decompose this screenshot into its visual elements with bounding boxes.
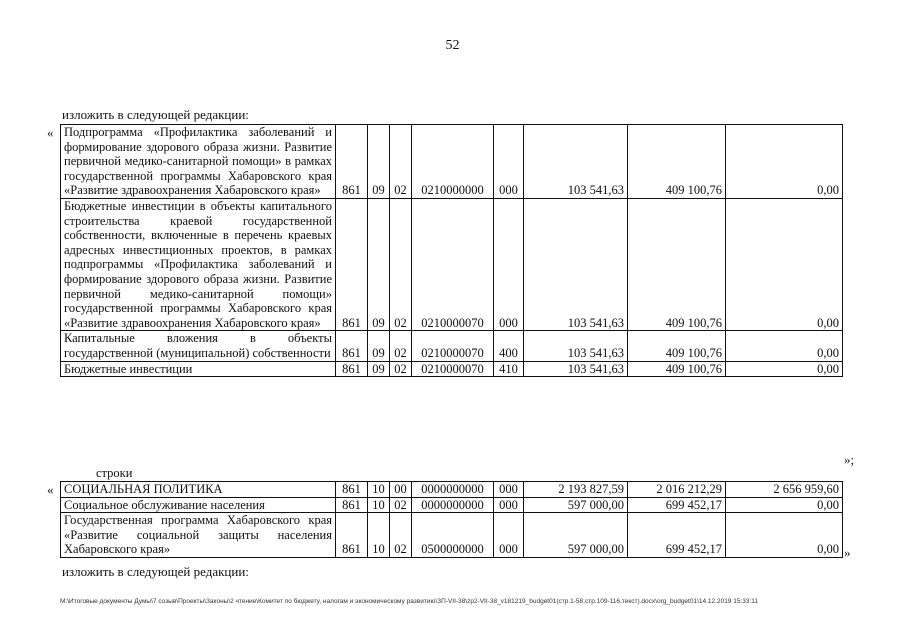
- subsection-code-cell: 02: [390, 497, 412, 513]
- budget-row: [61, 331, 843, 361]
- target-article-cell: 0210000070: [412, 331, 494, 361]
- row-name-cell: Социальное обслуживание населения: [61, 497, 336, 513]
- row-name-cell: Подпрограмма «Профилактика заболеваний и формирование здорового образа жизни. Развитие первичной медико-санитарной помощи» в рамках государственной программы Хабаровского края «Развитие здравоохранения Хабаровского края»: [61, 125, 336, 199]
- section-code-cell: 09: [368, 361, 390, 377]
- expense-type-cell: 400: [494, 331, 524, 361]
- amount-2019-cell: 103 541,63: [524, 125, 628, 199]
- expense-type-cell: 000: [494, 497, 524, 513]
- budget-row: [61, 513, 843, 558]
- amount-2019-cell: 103 541,63: [524, 198, 628, 330]
- opening-quote-1: «: [47, 125, 54, 140]
- amount-2020-cell: 409 100,76: [628, 361, 726, 377]
- subsection-code-cell: 02: [390, 125, 412, 199]
- closing-quote-1: »;: [844, 452, 855, 467]
- row-label-stroki: строки: [96, 466, 133, 480]
- page-number: 52: [445, 38, 460, 53]
- amount-2020-cell: 699 452,17: [628, 497, 726, 513]
- ministry-code-cell: 861: [336, 513, 368, 558]
- target-article-cell: 0000000000: [412, 497, 494, 513]
- target-article-cell: 0210000070: [412, 198, 494, 330]
- section-code-cell: 09: [368, 198, 390, 330]
- amount-2021-cell: 2 656 959,60: [726, 482, 843, 498]
- amount-2020-cell: 409 100,76: [628, 198, 726, 330]
- amount-2019-cell: 2 193 827,59: [524, 482, 628, 498]
- amount-2021-cell: 0,00: [726, 198, 843, 330]
- subsection-code-cell: 00: [390, 482, 412, 498]
- section-code-cell: 09: [368, 331, 390, 361]
- document-path-footer: M:\Итоговые документы Думы\7 созыв\Проекты\Законы\2 чтение\Комитет по бюджету, налогам и экономическому развитию\ЗП-VII-38\zp2-VII-38_v181219_budget01(стр.1-58,стр.109-116,текст).docx\org_budget01\14.12.2019 15:33:11: [60, 598, 759, 605]
- expense-type-cell: 000: [494, 198, 524, 330]
- row-name-cell: Бюджетные инвестиции в объекты капитального строительства краевой государственной собственности, включенные в перечень краевых адресных инвестиционных проектов, в рамках подпрограммы «Профилактика заболеваний и формирование здорового образа жизни. Развитие первичной медико-санитарной помощи» государственной программы Хабаровского края «Развитие здравоохранения Хабаровского края»: [61, 198, 336, 330]
- amount-2020-cell: 2 016 212,29: [628, 482, 726, 498]
- subsection-code-cell: 02: [390, 361, 412, 377]
- subsection-code-cell: 02: [390, 513, 412, 558]
- amount-2020-cell: 409 100,76: [628, 331, 726, 361]
- amount-2021-cell: 0,00: [726, 497, 843, 513]
- amount-2019-cell: 597 000,00: [524, 497, 628, 513]
- target-article-cell: 0000000000: [412, 482, 494, 498]
- row-name-cell: Бюджетные инвестиции: [61, 361, 336, 377]
- amount-2019-cell: 103 541,63: [524, 361, 628, 377]
- section-code-cell: 09: [368, 125, 390, 199]
- amount-2021-cell: 0,00: [726, 513, 843, 558]
- target-article-cell: 0210000000: [412, 125, 494, 199]
- amount-2019-cell: 597 000,00: [524, 513, 628, 558]
- amount-2021-cell: 0,00: [726, 361, 843, 377]
- opening-quote-2: «: [47, 482, 54, 497]
- ministry-code-cell: 861: [336, 125, 368, 199]
- section-code-cell: 10: [368, 482, 390, 498]
- subsection-code-cell: 02: [390, 331, 412, 361]
- expense-type-cell: 000: [494, 513, 524, 558]
- expense-type-cell: 000: [494, 482, 524, 498]
- row-name-cell: Капитальные вложения в объекты государственной (муниципальной) собственности: [61, 331, 336, 361]
- closing-quote-2: »: [844, 545, 851, 560]
- target-article-cell: 0500000000: [412, 513, 494, 558]
- budget-row: [61, 125, 843, 199]
- ministry-code-cell: 861: [336, 497, 368, 513]
- row-name-cell: Государственная программа Хабаровского края «Развитие социальной защиты населения Хабаровского края»: [61, 513, 336, 558]
- amount-2019-cell: 103 541,63: [524, 331, 628, 361]
- budget-table-2-body: [61, 482, 843, 558]
- ministry-code-cell: 861: [336, 331, 368, 361]
- ministry-code-cell: 861: [336, 198, 368, 330]
- expense-type-cell: 000: [494, 125, 524, 199]
- amount-2021-cell: 0,00: [726, 125, 843, 199]
- budget-row: [61, 497, 843, 513]
- amount-2021-cell: 0,00: [726, 331, 843, 361]
- row-name-cell: СОЦИАЛЬНАЯ ПОЛИТИКА: [61, 482, 336, 498]
- amount-2020-cell: 409 100,76: [628, 125, 726, 199]
- budget-table-1-body: [61, 125, 843, 377]
- section-code-cell: 10: [368, 513, 390, 558]
- ministry-code-cell: 861: [336, 482, 368, 498]
- budget-row: [61, 198, 843, 330]
- ministry-code-cell: 861: [336, 361, 368, 377]
- amount-2020-cell: 699 452,17: [628, 513, 726, 558]
- budget-table-2: [60, 481, 843, 558]
- subsection-code-cell: 02: [390, 198, 412, 330]
- instruction-text-top: изложить в следующей редакции:: [62, 107, 249, 122]
- budget-row: [61, 482, 843, 498]
- target-article-cell: 0210000070: [412, 361, 494, 377]
- budget-row: [61, 361, 843, 377]
- budget-table-1: [60, 124, 843, 377]
- section-code-cell: 10: [368, 497, 390, 513]
- instruction-text-bottom: изложить в следующей редакции:: [62, 564, 249, 579]
- expense-type-cell: 410: [494, 361, 524, 377]
